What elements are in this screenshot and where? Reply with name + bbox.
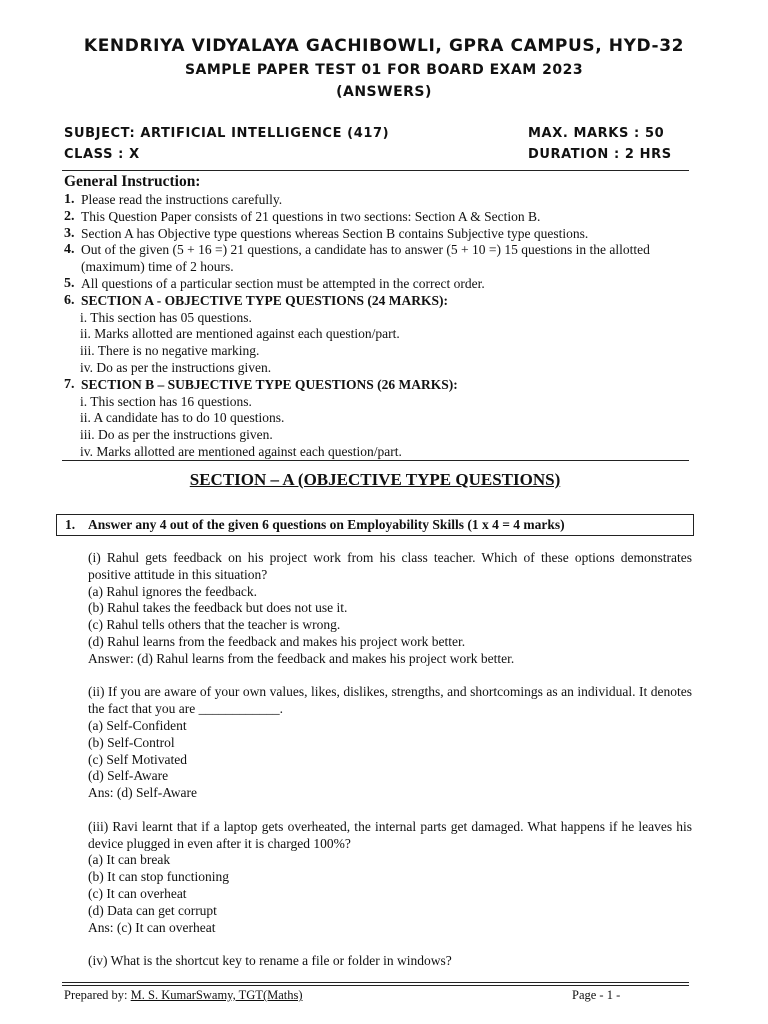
option: (d) Self-Aware <box>88 768 169 784</box>
section-b-point: i. This section has 16 questions. <box>80 393 252 409</box>
instructions-list <box>64 192 694 461</box>
instructions-divider <box>62 460 689 461</box>
instruction-item-section-b: 7. SECTION B – SUBJECTIVE TYPE QUESTIONS (26 MARKS): <box>64 376 458 392</box>
section-b-point: iii. Do as per the instructions given. <box>80 427 273 443</box>
option: (d) Rahul learns from the feedback and makes his project work better. <box>88 633 466 649</box>
max-marks-label: MAX. MARKS : 50 <box>528 126 665 141</box>
answer: Answer: (d) Rahul learns from the feedback and makes his project work better. <box>88 650 515 666</box>
option: (d) Data can get corrupt <box>88 902 217 918</box>
prepared-label: Prepared by: <box>64 988 131 1002</box>
section-a-point: iii. There is no negative marking. <box>80 343 260 359</box>
option: (c) It can overheat <box>88 885 187 901</box>
answer: Ans: (c) It can overheat <box>88 919 216 935</box>
answers-title: (ANSWERS) <box>336 84 432 100</box>
option: (a) Self-Confident <box>88 717 187 733</box>
option: (c) Rahul tells others that the teacher is wrong. <box>88 617 341 633</box>
section-b-point: ii. A candidate has to do 10 questions. <box>80 410 285 426</box>
header-divider <box>62 170 689 171</box>
instruction-item: 3. Section A has Objective type questions whereas Section B contains Subjective type questions. <box>64 225 589 241</box>
footer-divider <box>62 985 689 986</box>
school-title: KENDRIYA VIDYALAYA GACHIBOWLI, GPRA CAMPUS, HYD-32 <box>83 36 685 56</box>
option: (c) Self Motivated <box>88 751 187 767</box>
option: (b) Self-Control <box>88 734 175 750</box>
question-text: Answer any 4 out of the given 6 questions on Employability Skills (1 x 4 = 4 marks) <box>88 517 565 532</box>
instruction-item: 2. This Question Paper consists of 21 questions in two sections: Section A & Section B. <box>64 208 541 224</box>
question-body <box>88 550 692 970</box>
subject-label: SUBJECT: ARTIFICIAL INTELLIGENCE (417) <box>64 126 390 141</box>
option: (a) It can break <box>88 852 171 868</box>
option: (b) Rahul takes the feedback but does not use it. <box>88 600 348 616</box>
footer-divider <box>62 982 689 983</box>
prepared-by <box>64 988 303 1003</box>
instruction-item: 5. All questions of a particular section must be attempted in the correct order. <box>64 275 485 291</box>
duration-label: DURATION : 2 HRS <box>528 147 672 162</box>
question-1-box <box>56 514 694 536</box>
section-a-point: iv. Do as per the instructions given. <box>80 359 272 375</box>
paper-title: SAMPLE PAPER TEST 01 FOR BOARD EXAM 2023 <box>184 62 584 78</box>
subquestion-stem: (iii) Ravi learnt that if a laptop gets overheated, the internal parts get damaged. What happens if he leaves his device plugged in even after it is charged 100%? <box>88 818 692 851</box>
section-a-point: ii. Marks allotted are mentioned against each question/part. <box>80 326 400 342</box>
section-a-title: SECTION – A (OBJECTIVE TYPE QUESTIONS) <box>189 470 561 489</box>
option: (b) It can stop functioning <box>88 869 229 885</box>
instruction-item: 1. Please read the instructions carefully. <box>64 192 283 207</box>
section-a-point: i. This section has 05 questions. <box>80 309 252 325</box>
answer: Ans: (d) Self-Aware <box>88 785 197 801</box>
option: (a) Rahul ignores the feedback. <box>88 583 258 599</box>
instructions-title: General Instruction: <box>64 173 201 190</box>
section-b-point: iv. Marks allotted are mentioned against each question/part. <box>80 443 402 459</box>
class-label: CLASS : X <box>64 147 140 162</box>
subquestion-stem: (i) Rahul gets feedback on his project work from his class teacher. Which of these options demonstrates positive attitude in this situation? <box>88 550 692 582</box>
subquestion-stem: (ii) If you are aware of your own values, likes, dislikes, strengths, and shortcomings as an individual. It denotes the fact that you are ____________. <box>88 684 692 717</box>
subquestion-stem: (iv) What is the shortcut key to rename a file or folder in windows? <box>88 953 452 969</box>
question-number: 1. <box>65 517 76 532</box>
instruction-item-section-a: 6. SECTION A - OBJECTIVE TYPE QUESTIONS (24 MARKS): <box>64 292 448 308</box>
page-number: Page - 1 - <box>572 988 621 1002</box>
author-name: M. S. KumarSwamy, TGT(Maths) <box>130 988 303 1002</box>
instruction-item: 4. Out of the given (5 + 16 =) 21 questions, a candidate has to answer (5 + 10 =) 15 questions in the allotted (maximum) time of 2 hours. <box>64 242 650 275</box>
